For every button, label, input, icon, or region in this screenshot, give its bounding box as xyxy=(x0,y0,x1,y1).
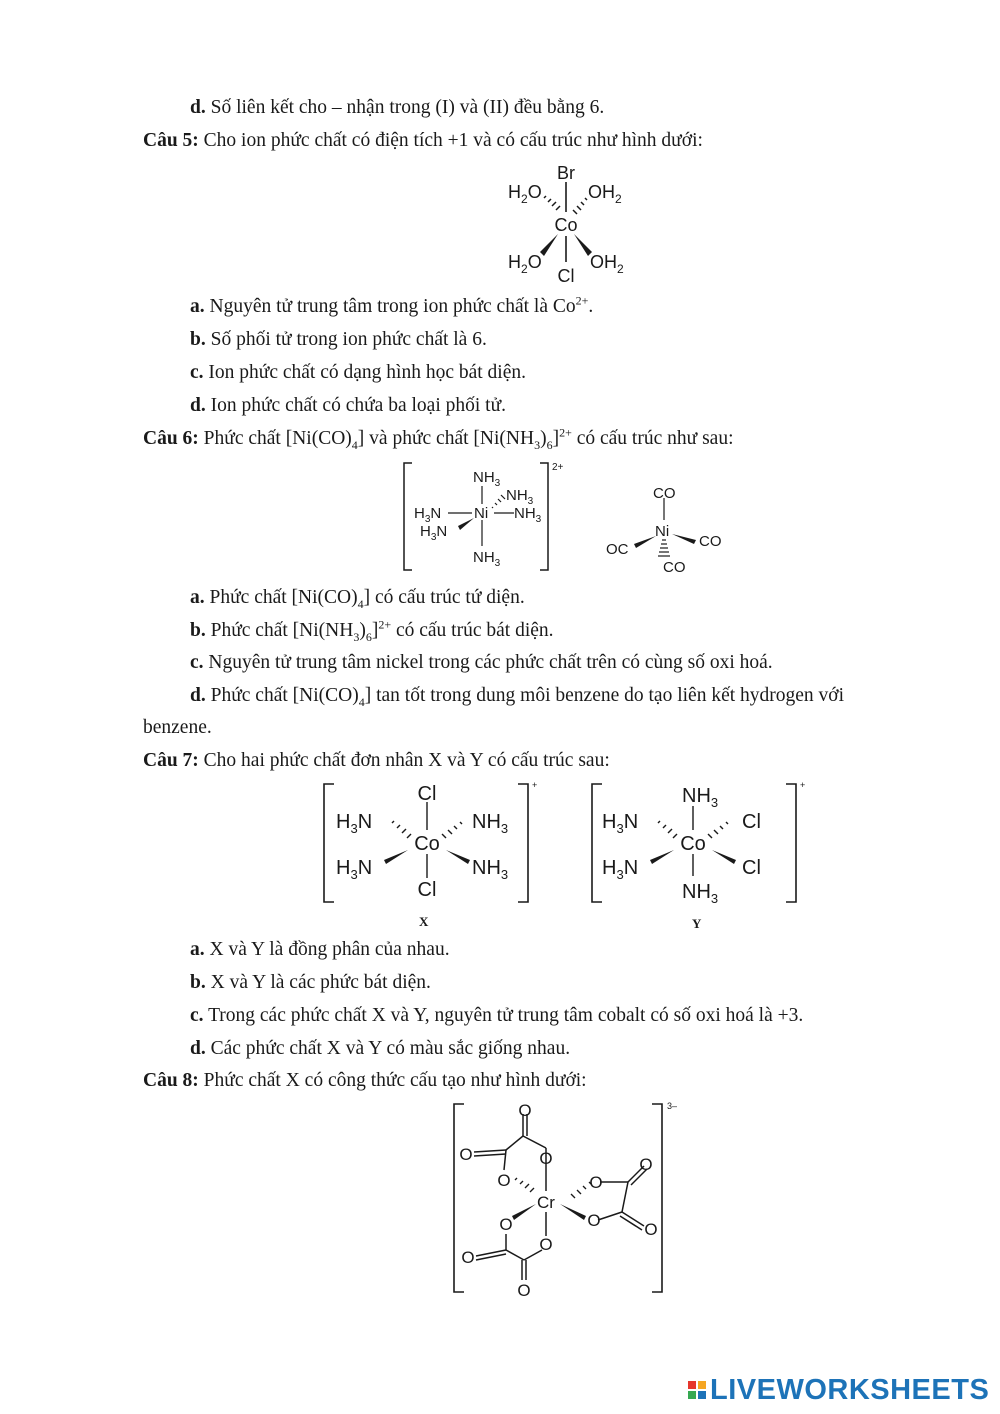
option-text: Số liên kết cho – nhận trong (I) và (II) đều bằng 6. xyxy=(210,97,605,118)
option-text: ] có cấu trúc tứ diện. xyxy=(363,587,525,608)
mol-atom-o: O xyxy=(587,1211,601,1230)
option-text: có cấu trúc bát diện. xyxy=(391,620,554,641)
question-label: Câu 8: xyxy=(143,1070,199,1091)
option-text: benzene. xyxy=(143,717,212,738)
mol-ligand-h2o: $H_2O$ xyxy=(508,252,542,276)
option-label: d. xyxy=(190,685,206,706)
mol-atom-o: O xyxy=(459,1145,473,1164)
mol-ligand-nh3: $NH_3$ xyxy=(682,785,719,810)
q5-cobalt-complex-structure xyxy=(500,160,640,288)
charge-label: 2+ xyxy=(552,462,564,473)
subscript: 6 xyxy=(546,437,553,452)
question-5 xyxy=(143,129,703,153)
mol-ligand-co: CO xyxy=(663,559,686,576)
structure-label-y: Y xyxy=(692,916,702,931)
q7-option-b xyxy=(190,971,431,995)
mol-atom-o: O xyxy=(589,1173,603,1192)
q6-option-a xyxy=(190,586,525,610)
mol-ligand-nh3: $NH_3$ xyxy=(514,505,542,525)
option-text: ] xyxy=(371,620,379,641)
mol-atom-cl: Cl xyxy=(417,879,437,901)
option-label: a. xyxy=(190,296,205,317)
question-6 xyxy=(143,427,733,451)
q5-option-d xyxy=(190,394,506,418)
option-text: Số phối tử trong ion phức chất là 6. xyxy=(210,329,487,350)
q8-chromium-oxalate-structure xyxy=(448,1100,688,1300)
q7-option-c xyxy=(190,1004,803,1028)
formula-part: ] và phức chất [Ni(NH xyxy=(357,428,535,449)
q7-complex-x-structure xyxy=(320,778,550,930)
option-label: d. xyxy=(190,1038,206,1059)
question-label: Câu 6: xyxy=(143,428,199,449)
mol-ligand-nh3: $NH_3$ xyxy=(473,549,501,569)
mol-ligand-oh2: $OH_2$ xyxy=(590,252,624,276)
mol-ligand-nh3: $NH_3$ xyxy=(472,811,509,836)
mol-ligand-h3n: $H_3N$ xyxy=(602,857,639,882)
option-text: X và Y là các phức bát diện. xyxy=(210,972,431,993)
option-text: Trong các phức chất X và Y, nguyên tử trung tâm cobalt có số oxi hoá là +3. xyxy=(208,1005,804,1026)
charge-label: + xyxy=(800,780,806,790)
q7-complex-y-structure xyxy=(588,778,818,930)
option-text-end: . xyxy=(588,296,594,317)
option-text: ) xyxy=(359,620,366,641)
superscript: 2+ xyxy=(378,617,392,632)
mol-ligand-nh3: $NH_3$ xyxy=(473,469,501,489)
mol-atom-o: O xyxy=(497,1171,511,1190)
option-label: a. xyxy=(190,939,205,960)
mol-ligand-nh3: $NH_3$ xyxy=(472,857,509,882)
superscript: 2+ xyxy=(575,293,589,308)
formula-part: ] xyxy=(552,428,560,449)
mol-atom-co: Co xyxy=(414,833,440,855)
q6-ni-nh3-complex-structure xyxy=(400,458,580,578)
option-text: Ion phức chất có dạng hình học bát diện. xyxy=(208,362,527,383)
mol-atom-o: O xyxy=(499,1215,513,1234)
mol-ligand-nh3: $NH_3$ xyxy=(506,487,534,507)
mol-ligand-h3n: $H_3N$ xyxy=(420,523,448,543)
question-text: Cho hai phức chất đơn nhân X và Y có cấu trúc sau: xyxy=(203,750,610,771)
option-text: Phức chất [Ni(CO) xyxy=(210,685,359,706)
q5-option-a xyxy=(190,295,593,319)
formula-part: ) xyxy=(540,428,547,449)
mol-atom-co: Co xyxy=(554,215,578,235)
mol-ligand-oc: OC xyxy=(606,541,629,558)
liveworksheets-logo[interactable] xyxy=(688,1373,989,1407)
subscript: 4 xyxy=(358,694,365,709)
subscript: 4 xyxy=(351,437,358,452)
mol-ligand-h3n: $H_3N$ xyxy=(602,811,639,836)
option-text: Phức chất [Ni(NH xyxy=(210,620,354,641)
mol-ligand-nh3: $NH_3$ xyxy=(682,881,719,906)
formula-part: Phức chất [Ni(CO) xyxy=(203,428,352,449)
q6-option-d-continuation xyxy=(143,716,212,740)
option-text: X và Y là đồng phân của nhau. xyxy=(209,939,450,960)
mol-ligand-co: CO xyxy=(699,533,722,550)
option-label: c. xyxy=(190,1005,204,1026)
subscript: 6 xyxy=(365,629,372,644)
q5-option-c xyxy=(190,361,526,385)
mol-ligand-co: CO xyxy=(653,485,676,502)
mol-atom-br: Br xyxy=(557,163,575,183)
mol-atom-ni: Ni xyxy=(655,523,670,540)
mol-atom-o: O xyxy=(517,1281,531,1300)
charge-label: 3– xyxy=(667,1101,678,1111)
mol-atom-cl: Cl xyxy=(417,783,437,805)
option-text: Ion phức chất có chứa ba loại phối tử. xyxy=(210,395,507,416)
charge-label: + xyxy=(532,780,538,790)
mol-atom-cl: Cl xyxy=(742,857,761,879)
mol-atom-o: O xyxy=(639,1155,653,1174)
mol-atom-ni: Ni xyxy=(474,505,489,522)
question-text: Phức chất X có công thức cấu tạo như hình dưới: xyxy=(203,1070,587,1091)
question-text: có cấu trúc như sau: xyxy=(571,428,734,449)
question-label: Câu 5: xyxy=(143,130,199,151)
q6-option-d xyxy=(190,684,844,708)
subscript: 3 xyxy=(534,437,541,452)
q6-option-b xyxy=(190,619,554,643)
q7-option-a xyxy=(190,938,450,962)
mol-atom-o: O xyxy=(539,1149,553,1168)
option-text: Phức chất [Ni(CO) xyxy=(209,587,358,608)
option-text: ] tan tốt trong dung môi benzene do tạo liên kết hydrogen với xyxy=(364,685,845,706)
mol-ligand-h2o: $H_2O$ xyxy=(508,182,542,206)
option-label: b. xyxy=(190,620,206,641)
option-label: a. xyxy=(190,587,205,608)
option-text: Nguyên tử trung tâm trong ion phức chất là Co xyxy=(209,296,576,317)
mol-atom-cl: Cl xyxy=(742,811,761,833)
mol-atom-cr: Cr xyxy=(537,1193,555,1212)
mol-ligand-oh2: $OH_2$ xyxy=(588,182,622,206)
option-label: b. xyxy=(190,329,206,350)
option-label: d. xyxy=(190,395,206,416)
mol-atom-o: O xyxy=(461,1248,475,1267)
option-text: Nguyên tử trung tâm nickel trong các phức chất trên có cùng số oxi hoá. xyxy=(208,652,773,673)
mol-ligand-h3n: $H_3N$ xyxy=(336,857,373,882)
mol-ligand-h3n: $H_3N$ xyxy=(414,505,442,525)
superscript: 2+ xyxy=(559,425,572,440)
mol-atom-cl: Cl xyxy=(557,266,575,286)
option-label: d. xyxy=(190,97,206,118)
option-label: c. xyxy=(190,652,204,673)
mol-ligand-h3n: $H_3N$ xyxy=(336,811,373,836)
option-text: Các phức chất X và Y có màu sắc giống nhau. xyxy=(210,1038,571,1059)
q7-option-d xyxy=(190,1037,570,1061)
q4-option-d xyxy=(190,96,604,120)
option-label: c. xyxy=(190,362,204,383)
question-label: Câu 7: xyxy=(143,750,199,771)
mol-atom-o: O xyxy=(539,1235,553,1254)
mol-atom-o: O xyxy=(518,1101,532,1120)
subscript: 4 xyxy=(357,596,364,611)
q6-ni-co-complex-structure xyxy=(600,478,740,578)
mol-atom-o: O xyxy=(644,1220,658,1239)
structure-label-x: X xyxy=(419,914,429,929)
q5-option-b xyxy=(190,328,487,352)
logo-squares-icon xyxy=(688,1381,706,1399)
subscript: 3 xyxy=(353,629,360,644)
q6-option-c xyxy=(190,651,773,675)
option-label: b. xyxy=(190,972,206,993)
question-text: Cho ion phức chất có điện tích +1 và có cấu trúc như hình dưới: xyxy=(203,130,703,151)
mol-atom-co: Co xyxy=(680,833,706,855)
question-7 xyxy=(143,749,610,773)
question-8 xyxy=(143,1069,587,1093)
brand-name: LIVEWORKSHEETS xyxy=(710,1373,990,1406)
